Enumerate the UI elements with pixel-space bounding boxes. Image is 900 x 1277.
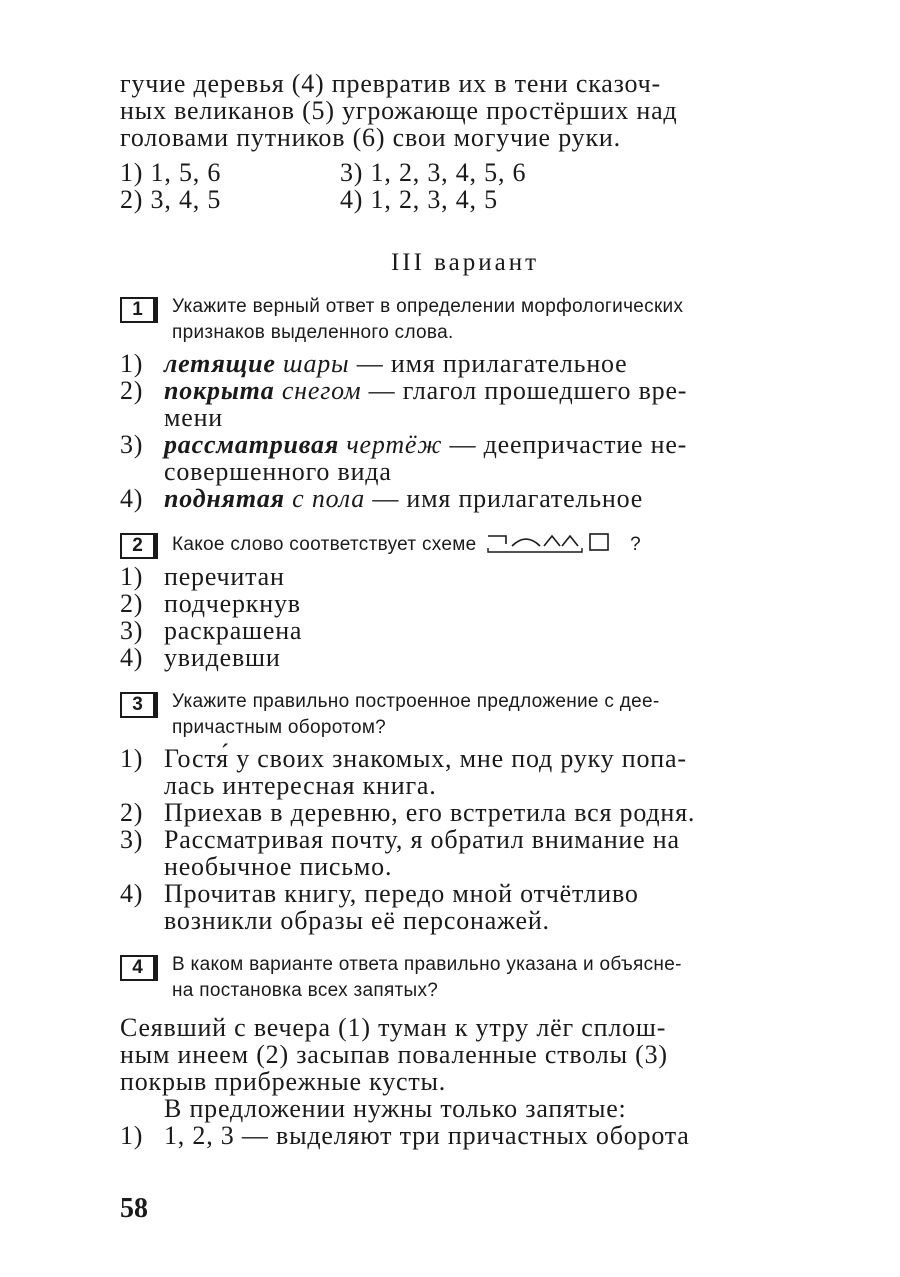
page-number: 58 bbox=[120, 1193, 148, 1224]
task-question: Укажите верный ответ в определении морфологических признаков выделенного слова. bbox=[172, 296, 684, 343]
passage-line: гучие деревья (4) превратив их в тени сказоч- bbox=[120, 69, 661, 98]
task-number-box: 4 bbox=[120, 955, 158, 981]
list-item: 3) Рассматривая почту, я обратил внимание на необычное письмо. bbox=[120, 825, 680, 881]
option: 3) 1, 2, 3, 4, 5, 6 bbox=[340, 158, 527, 187]
task-question: Какое слово соответствует схеме ? bbox=[172, 530, 641, 558]
list-item: 2) Приехав в деревню, его встретила вся родня. bbox=[120, 798, 696, 827]
list-item: 1) перечитан bbox=[120, 562, 285, 591]
task-1 bbox=[120, 294, 810, 346]
list-item: 3) рассматривая чертёж — деепричастие не- совершенного вида bbox=[120, 430, 688, 486]
list-item: 4) увидевши bbox=[120, 643, 281, 672]
list-item: 1) Гостя́ у своих знакомых, мне под руку попа- лась интересная книга. bbox=[120, 744, 687, 800]
passage-line: головами путников (6) свои могучие руки. bbox=[120, 123, 621, 152]
task-number-box: 3 bbox=[120, 692, 158, 718]
task-2-options bbox=[120, 563, 810, 671]
list-item: 4) поднятая с пола — имя прилагательное bbox=[120, 484, 644, 513]
option: 2) 3, 4, 5 bbox=[120, 185, 222, 214]
list-item: 1) 1, 2, 3 — выделяют три причастных оборота bbox=[120, 1121, 690, 1150]
list-item: 4) Прочитав книгу, передо мной отчётливо возникли образы её персонажей. bbox=[120, 879, 639, 935]
task-2 bbox=[120, 530, 810, 559]
top-options bbox=[120, 159, 810, 213]
option: 4) 1, 2, 3, 4, 5 bbox=[340, 185, 498, 214]
task-number-box: 1 bbox=[120, 297, 158, 323]
sentence-line: покрыв прибрежные кусты. bbox=[120, 1067, 447, 1096]
option: 1) 1, 5, 6 bbox=[120, 158, 222, 187]
list-item: 2) подчеркнув bbox=[120, 589, 301, 618]
sub-question: В предложении нужны только запятые: bbox=[164, 1094, 627, 1123]
top-passage bbox=[120, 70, 810, 213]
task-number-box: 2 bbox=[120, 533, 158, 559]
sentence-line: Сеявший с вечера (1) туман к утру лёг сплош- bbox=[120, 1013, 667, 1042]
list-item: 2) покрыта снегом — глагол прошедшего вре- мени bbox=[120, 376, 688, 432]
task-4-sentence bbox=[120, 1014, 810, 1149]
list-item: 1) летящие шары — имя прилагательное bbox=[120, 349, 628, 378]
task-3-options bbox=[120, 745, 810, 934]
task-question: В каком варианте ответа правильно указана и объясне- на постановка всех запятых? bbox=[172, 954, 682, 1001]
sentence-line: ным инеем (2) засыпав поваленные стволы (3) bbox=[120, 1040, 668, 1069]
task-1-options bbox=[120, 350, 810, 512]
passage-line: ных великанов (5) угрожающе простёрших над bbox=[120, 96, 678, 125]
list-item: 3) раскрашена bbox=[120, 616, 303, 645]
task-3 bbox=[120, 689, 810, 741]
task-4 bbox=[120, 952, 810, 1004]
task-question: Укажите правильно построенное предложение с дее- причастным оборотом? bbox=[172, 691, 660, 738]
variant-heading: III вариант bbox=[390, 249, 540, 276]
morpheme-scheme-icon bbox=[486, 530, 626, 556]
